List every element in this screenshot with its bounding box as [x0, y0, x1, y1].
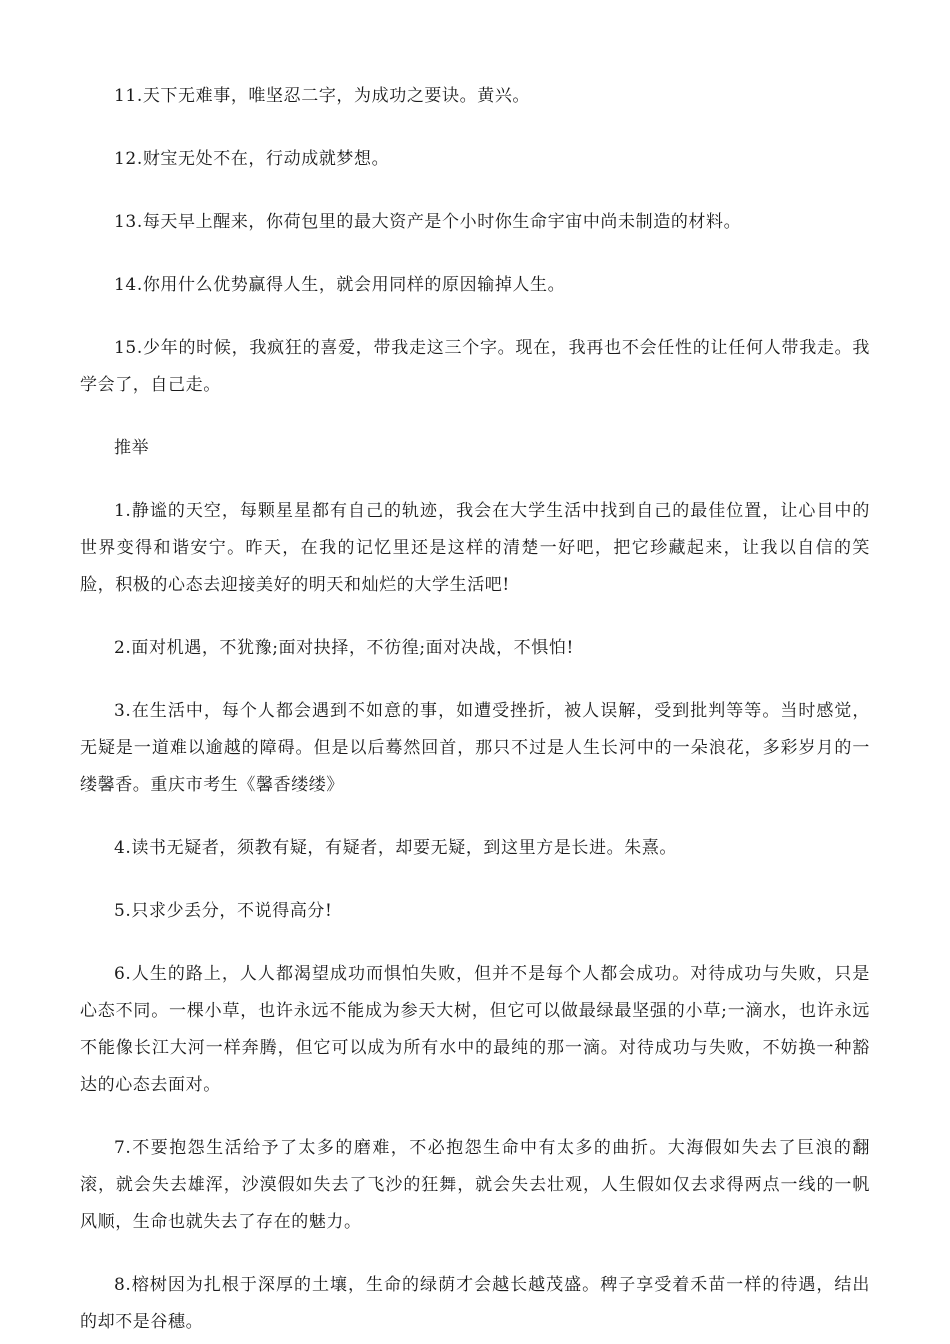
document-page	[80, 78, 870, 1341]
quote-15: 15.少年的时候，我疯狂的喜爱，带我走这三个字。现在，我再也不会任性的让任何人带我走。我学会了，自己走。	[80, 338, 870, 395]
quote-13: 13.每天早上醒来，你荷包里的最大资产是个小时你生命宇宙中尚未制造的材料。	[114, 212, 742, 232]
quote-4: 4.读书无疑者，须教有疑，有疑者，却要无疑，到这里方是长进。朱熹。	[114, 838, 678, 858]
quote-7: 7.不要抱怨生活给予了太多的磨难，不必抱怨生命中有太多的曲折。大海假如失去了巨浪的翻滚，就会失去雄浑，沙漠假如失去了飞沙的狂舞，就会失去壮观，人生假如仅去求得两点一线的一帆风顺，生命也就失去了存在的魅力。	[80, 1138, 870, 1232]
quote-12: 12.财宝无处不在，行动成就梦想。	[114, 149, 390, 169]
quote-14: 14.你用什么优势赢得人生，就会用同样的原因输掉人生。	[114, 275, 566, 295]
quote-8: 8.榕树因为扎根于深厚的土壤，生命的绿荫才会越长越茂盛。稗子享受着禾苗一样的待遇，结出的却不是谷穗。	[80, 1275, 870, 1332]
quote-2: 2.面对机遇，不犹豫;面对抉择，不彷徨;面对决战，不惧怕!	[114, 638, 574, 658]
quote-1: 1.静谧的天空，每颗星星都有自己的轨迹，我会在大学生活中找到自己的最佳位置，让心目中的世界变得和谐安宁。昨天，在我的记忆里还是这样的清楚一好吧，把它珍藏起来，让我以自信的笑脸，积极的心态去迎接美好的明天和灿烂的大学生活吧!	[80, 501, 870, 595]
quote-11: 11.天下无难事，唯坚忍二字，为成功之要诀。黄兴。	[114, 86, 531, 106]
quote-5: 5.只求少丢分，不说得高分!	[114, 901, 333, 921]
quote-3: 3.在生活中，每个人都会遇到不如意的事，如遭受挫折，被人误解，受到批判等等。当时感觉，无疑是一道难以逾越的障碍。但是以后蓦然回首，那只不过是人生长河中的一朵浪花，多彩岁月的一缕馨香。重庆市考生《馨香缕缕》	[80, 701, 870, 795]
section-heading: 推举	[114, 438, 150, 458]
quote-6: 6.人生的路上，人人都渴望成功而惧怕失败，但并不是每个人都会成功。对待成功与失败，只是心态不同。一棵小草，也许永远不能成为参天大树，但它可以做最绿最坚强的小草;一滴水，也许永远不能像长江大河一样奔腾，但它可以成为所有水中的最纯的那一滴。对待成功与失败，不妨换一种豁达的心态去面对。	[80, 964, 870, 1095]
